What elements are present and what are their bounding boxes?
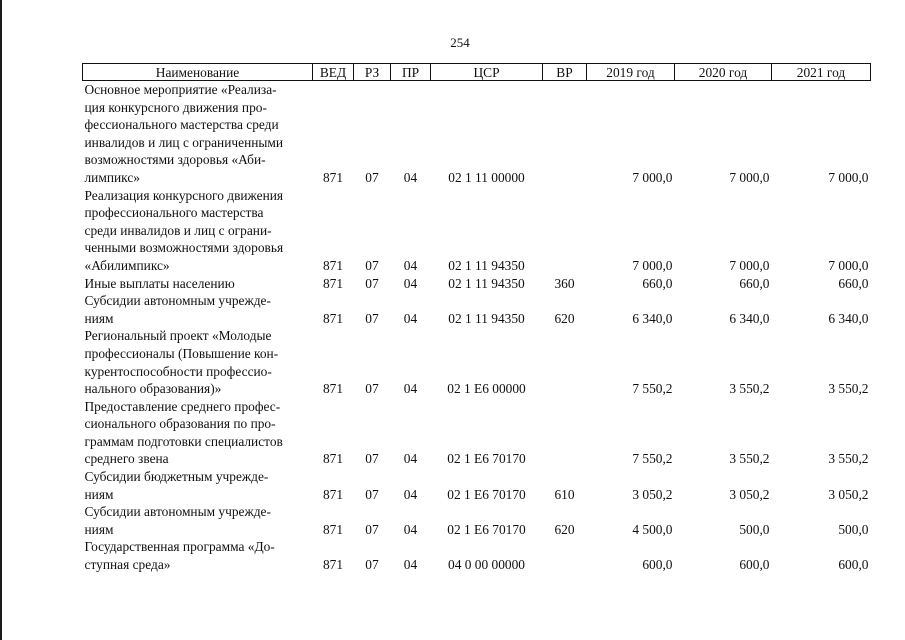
cell-rz: 07	[365, 521, 379, 537]
cell-name	[83, 187, 313, 275]
cell-ved: 871	[322, 451, 344, 467]
cell-vr: 620	[554, 310, 575, 326]
cell-2020: 3 550,2	[729, 381, 770, 397]
name-line: фессионального мастерства среди	[84, 117, 279, 133]
table-row	[83, 538, 871, 573]
cell-pr: 04	[403, 275, 418, 291]
cell-2019: 7 000,0	[632, 257, 673, 273]
cell-rz: 07	[365, 557, 379, 573]
name-line: Реализация конкурсного движения	[84, 187, 284, 203]
col-header-name: Наименование	[83, 64, 313, 81]
table-row	[83, 503, 871, 538]
cell-csr: 02 1 Е6 70170	[447, 521, 526, 537]
cell-2021: 3 050,2	[828, 486, 869, 502]
col-header-csr: ЦСР	[431, 64, 543, 81]
cell-2019: 660,0	[642, 275, 673, 291]
name-line: среднего звена	[84, 451, 169, 467]
cell-2019: 7 550,2	[632, 451, 673, 467]
cell-vr	[543, 538, 587, 573]
name-line: Региональный проект «Молодые	[84, 328, 272, 344]
col-header-2021: 2021 год	[772, 64, 871, 81]
cell-vr: 620	[554, 521, 575, 537]
cell-name	[83, 81, 313, 187]
cell-vr: 360	[554, 275, 575, 291]
cell-pr: 04	[403, 257, 418, 273]
cell-name	[83, 468, 313, 503]
cell-csr: 02 1 Е6 70170	[447, 451, 526, 467]
name-line: Основное мероприятие «Реализа-	[84, 82, 277, 97]
cell-2021: 7 000,0	[828, 169, 869, 185]
cell-csr: 02 1 Е6 00000	[447, 381, 526, 397]
name-line: нального образования)»	[84, 381, 222, 397]
cell-vr	[543, 187, 587, 275]
cell-ved: 871	[322, 486, 344, 502]
col-header-2020: 2020 год	[675, 64, 772, 81]
cell-ved: 871	[322, 381, 344, 397]
cell-rz: 07	[365, 486, 379, 502]
table-row	[83, 187, 871, 275]
name-line: лимпикс»	[84, 169, 140, 185]
name-line: граммам подготовки специалистов	[84, 433, 283, 449]
cell-csr: 02 1 11 94350	[448, 257, 525, 273]
cell-ved: 871	[322, 257, 344, 273]
name-line: Субсидии автономным учрежде-	[84, 293, 271, 309]
cell-2021: 3 550,2	[828, 381, 869, 397]
cell-csr: 02 1 11 94350	[448, 275, 525, 291]
name-line: «Абилимпикс»	[84, 257, 170, 273]
cell-2021: 660,0	[838, 275, 869, 291]
cell-2019: 600,0	[642, 557, 673, 573]
cell-2020: 7 000,0	[729, 257, 770, 273]
cell-name	[83, 275, 313, 293]
cell-2020: 3 050,2	[729, 486, 770, 502]
page-left-edge	[0, 0, 2, 640]
cell-2020: 3 550,2	[729, 451, 770, 467]
table-header	[83, 64, 871, 81]
table-row	[83, 275, 871, 293]
cell-2019: 4 500,0	[632, 521, 673, 537]
header-row	[83, 64, 871, 81]
cell-ved: 871	[322, 557, 344, 573]
name-line: среди инвалидов и лиц с ограни-	[84, 222, 272, 238]
name-line: сионального образования по про-	[84, 416, 276, 432]
cell-pr: 04	[403, 521, 418, 537]
cell-rz: 07	[365, 381, 379, 397]
cell-2019: 7 000,0	[632, 169, 673, 185]
cell-2020: 6 340,0	[729, 310, 770, 326]
name-line: ниям	[84, 486, 114, 502]
table-row	[83, 81, 871, 187]
cell-2021: 7 000,0	[828, 257, 869, 273]
cell-name	[83, 327, 313, 397]
col-header-vr: ВР	[543, 64, 587, 81]
name-line: инвалидов и лиц с ограниченными	[84, 134, 284, 150]
table-row	[83, 292, 871, 327]
cell-2020: 600,0	[739, 557, 770, 573]
cell-name	[83, 503, 313, 538]
name-line: Предоставление среднего профес-	[84, 398, 281, 414]
name-line: ция конкурсного движения про-	[84, 99, 267, 115]
cell-2021: 6 340,0	[828, 310, 869, 326]
cell-csr: 02 1 11 00000	[448, 169, 525, 185]
cell-2021: 3 550,2	[828, 451, 869, 467]
cell-ved: 871	[322, 169, 344, 185]
cell-2020: 7 000,0	[729, 169, 770, 185]
name-line: ступная среда»	[84, 557, 171, 573]
cell-2020: 660,0	[739, 275, 770, 291]
name-line: ниям	[84, 310, 114, 326]
cell-pr: 04	[403, 557, 418, 573]
cell-2021: 500,0	[838, 521, 869, 537]
cell-pr: 04	[403, 310, 418, 326]
name-line: ниям	[84, 521, 114, 537]
cell-pr: 04	[403, 381, 418, 397]
cell-csr: 02 1 Е6 70170	[447, 486, 526, 502]
cell-2020: 500,0	[739, 521, 770, 537]
cell-vr	[543, 327, 587, 397]
cell-2019: 6 340,0	[632, 310, 673, 326]
name-line: курентоспособности профессио-	[84, 363, 272, 379]
cell-rz: 07	[365, 451, 379, 467]
col-header-pr: ПР	[391, 64, 431, 81]
table-row	[83, 398, 871, 468]
cell-rz: 07	[365, 257, 379, 273]
cell-rz: 07	[365, 310, 379, 326]
cell-2019: 3 050,2	[632, 486, 673, 502]
cell-csr: 04 0 00 00000	[448, 557, 525, 573]
name-line: профессионального мастерства	[84, 205, 264, 221]
cell-2019: 7 550,2	[632, 381, 673, 397]
name-line: Субсидии автономным учрежде-	[84, 504, 271, 520]
budget-table	[82, 63, 871, 574]
table-row	[83, 468, 871, 503]
name-line: Государственная программа «До-	[84, 539, 275, 555]
cell-ved: 871	[322, 310, 344, 326]
cell-pr: 04	[403, 486, 418, 502]
cell-2021: 600,0	[838, 557, 869, 573]
cell-ved: 871	[322, 521, 344, 537]
cell-rz: 07	[365, 169, 379, 185]
name-line: Субсидии бюджетным учрежде-	[84, 469, 269, 485]
cell-name	[83, 398, 313, 468]
cell-rz: 07	[365, 275, 379, 291]
cell-pr: 04	[403, 169, 418, 185]
cell-vr	[543, 81, 587, 187]
name-line: профессионалы (Повышение кон-	[84, 345, 279, 361]
cell-name	[83, 538, 313, 573]
cell-pr: 04	[403, 451, 418, 467]
name-line: Иные выплаты населению	[84, 275, 235, 291]
cell-name	[83, 292, 313, 327]
col-header-rz: РЗ	[354, 64, 391, 81]
name-line: ченными возможностями здоровья	[84, 240, 284, 256]
col-header-ved: ВЕД	[313, 64, 354, 81]
cell-vr: 610	[554, 486, 575, 502]
name-line: возможностями здоровья «Аби-	[84, 152, 266, 168]
page-number: 254	[450, 35, 470, 50]
table-body	[83, 81, 871, 574]
cell-ved: 871	[322, 275, 344, 291]
col-header-2019: 2019 год	[587, 64, 675, 81]
cell-csr: 02 1 11 94350	[448, 310, 525, 326]
cell-vr	[543, 398, 587, 468]
table-row	[83, 327, 871, 397]
